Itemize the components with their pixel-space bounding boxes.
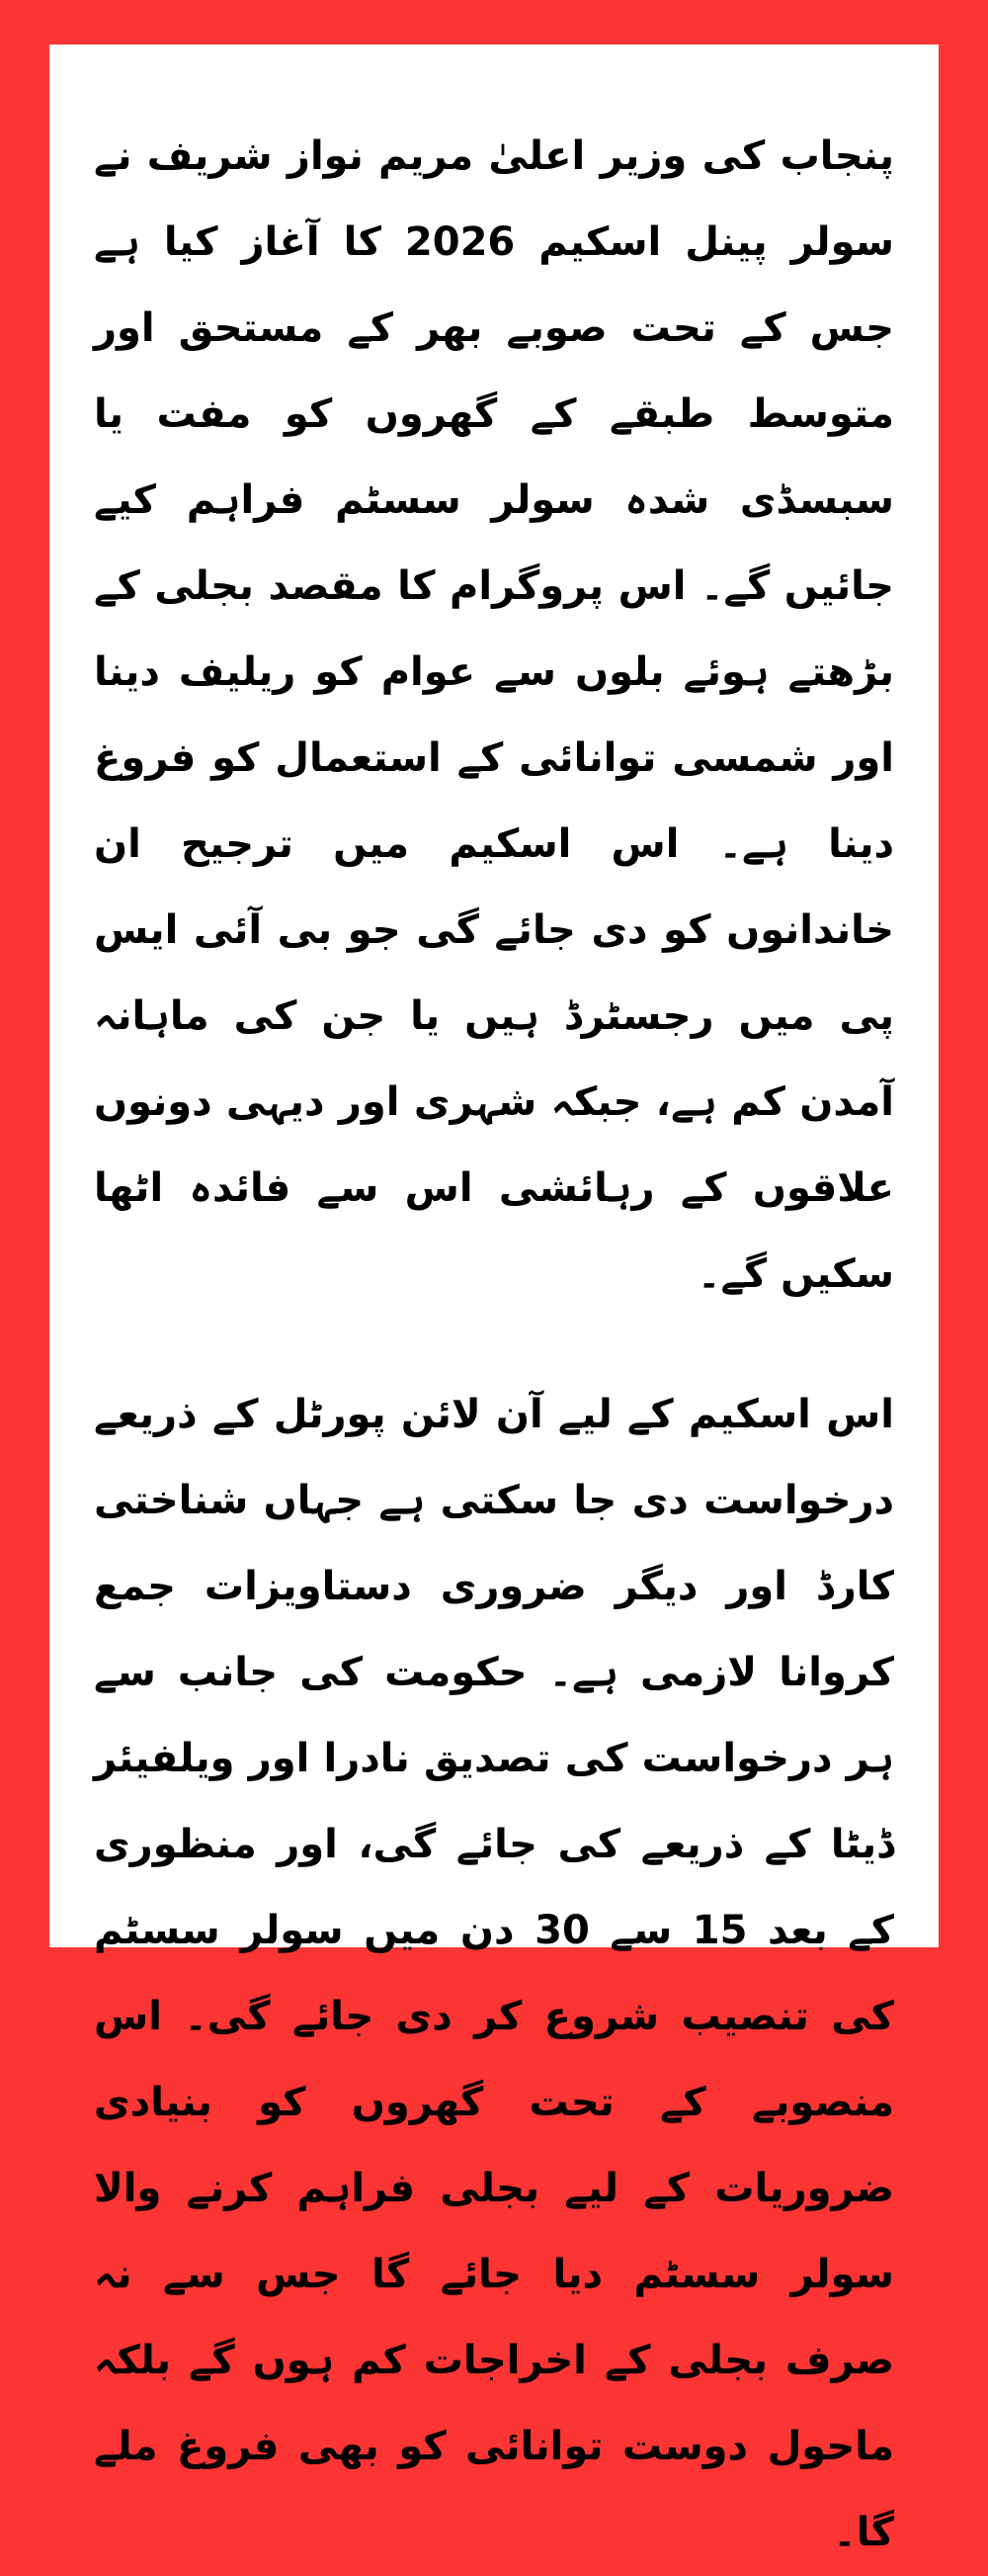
article-paragraph-2: اس اسکیم کے لیے آن لائن پورٹل کے ذریعے درخواست دی جا سکتی ہے جہاں شناختی کارڈ اور دیگر ضروری دستاویزات جمع کروانا لازمی ہے۔ حکومت کی جانب سے ہر درخواست کی تصدیق نادرا اور ویلفیئر ڈیٹا کے ذریعے کی جائے گی، اور منظوری کے بعد 15 سے 30 دن میں سولر سسٹم کی تنصیب شروع کر دی جائے گی۔ اس منصوبے کے تحت گھروں کو بنیادی ضروریات کے لیے بجلی فراہم کرنے والا سولر سسٹم دیا جائے گا جس سے نہ صرف بجلی کے اخراجات کم ہوں گے بلکہ ماحول دوست توانائی کو بھی فروغ ملے گا۔ (94, 1392, 894, 2555)
article-paragraph-1: پنجاب کی وزیر اعلیٰ مریم نواز شریف نے سولر پینل اسکیم 2026 کا آغاز کیا ہے جس کے تحت صوبے بھر کے مستحق اور متوسط طبقے کے گھروں کو مفت یا سبسڈی شدہ سولر سسٹم فراہم کیے جائیں گے۔ اس پروگرام کا مقصد بجلی کے بڑھتے ہوئے بلوں سے عوام کو ریلیف دینا اور شمسی توانائی کے استعمال کو فروغ دینا ہے۔ اس اسکیم میں ترجیح ان خاندانوں کو دی جائے گی جو بی آئی ایس پی میں رجسٹرڈ ہیں یا جن کی ماہانہ آمدن کم ہے، جبکہ شہری اور دیہی دونوں علاقوں کے رہائشی اس سے فائدہ اٹھا سکیں گے۔ (94, 133, 894, 1297)
article-panel (49, 44, 939, 2555)
